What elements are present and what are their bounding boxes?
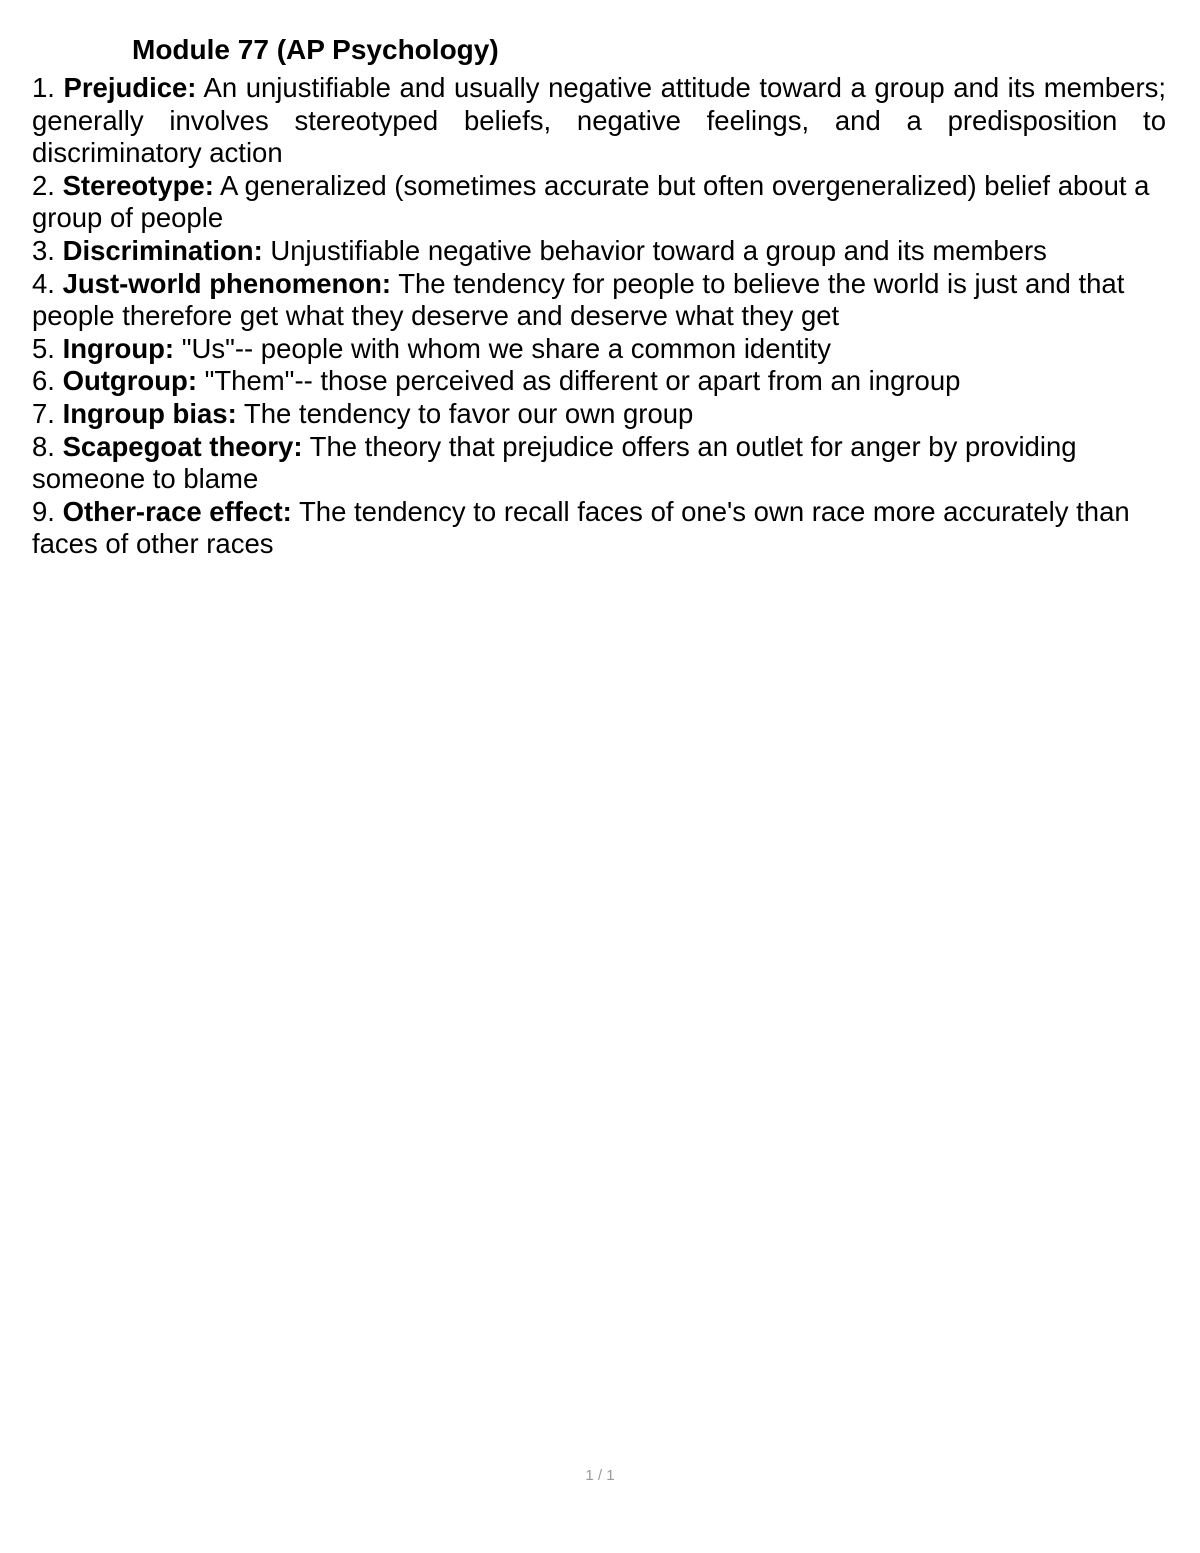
term-number: 9. [32,495,55,527]
term-definition: "Us"-- people with whom we share a common identity [181,332,831,364]
term-name: Outgroup: [62,365,197,397]
term-number: 1. [32,72,55,103]
term-number: 6. [32,365,55,397]
term-definition: Unjustifiable negative behavior toward a group and its members [270,234,1047,266]
term-definition: The tendency for people to believe the world is just and that people therefore get what they deserve and deserve what they get [32,267,1125,332]
list-item [32,72,1166,170]
terms-list [32,72,1166,561]
term-name: Ingroup bias: [62,397,237,429]
term-number: 7. [32,397,55,429]
list-item [32,365,1166,398]
list-item [32,170,1166,235]
term-number: 2. [32,169,55,201]
term-definition: A generalized (sometimes accurate but often overgeneralized) belief about a group of people [32,169,1150,234]
term-definition: The theory that prejudice offers an outlet for anger by providing someone to blame [32,430,1077,495]
list-item [32,398,1166,431]
list-item [32,235,1166,268]
term-name: Prejudice: [63,72,197,103]
term-definition: "Them"-- those perceived as different or apart from an ingroup [204,365,961,397]
term-number: 3. [32,234,55,266]
term-name: Ingroup: [62,332,175,364]
term-definition: The tendency to favor our own group [243,397,694,429]
term-definition: An unjustifiable and usually negative attitude toward a group and its members; generally involves stereotyped beliefs, negative feelings, and a predisposition to discriminatory action [32,72,1166,169]
term-number: 4. [32,267,55,299]
page-title: Module 77 (AP Psychology) [132,34,499,65]
term-name: Scapegoat theory: [62,430,303,462]
list-item [32,333,1166,366]
term-number: 5. [32,332,55,364]
term-name: Discrimination: [62,234,263,266]
term-name: Just-world phenomenon: [62,267,392,299]
list-item [32,268,1166,333]
term-name: Other-race effect: [62,495,292,527]
list-item [32,431,1166,496]
term-definition: The tendency to recall faces of one's own race more accurately than faces of other races [32,495,1130,560]
term-name: Stereotype: [62,169,214,201]
page-number: 1 / 1 [585,1467,615,1484]
term-number: 8. [32,430,55,462]
list-item [32,496,1166,561]
